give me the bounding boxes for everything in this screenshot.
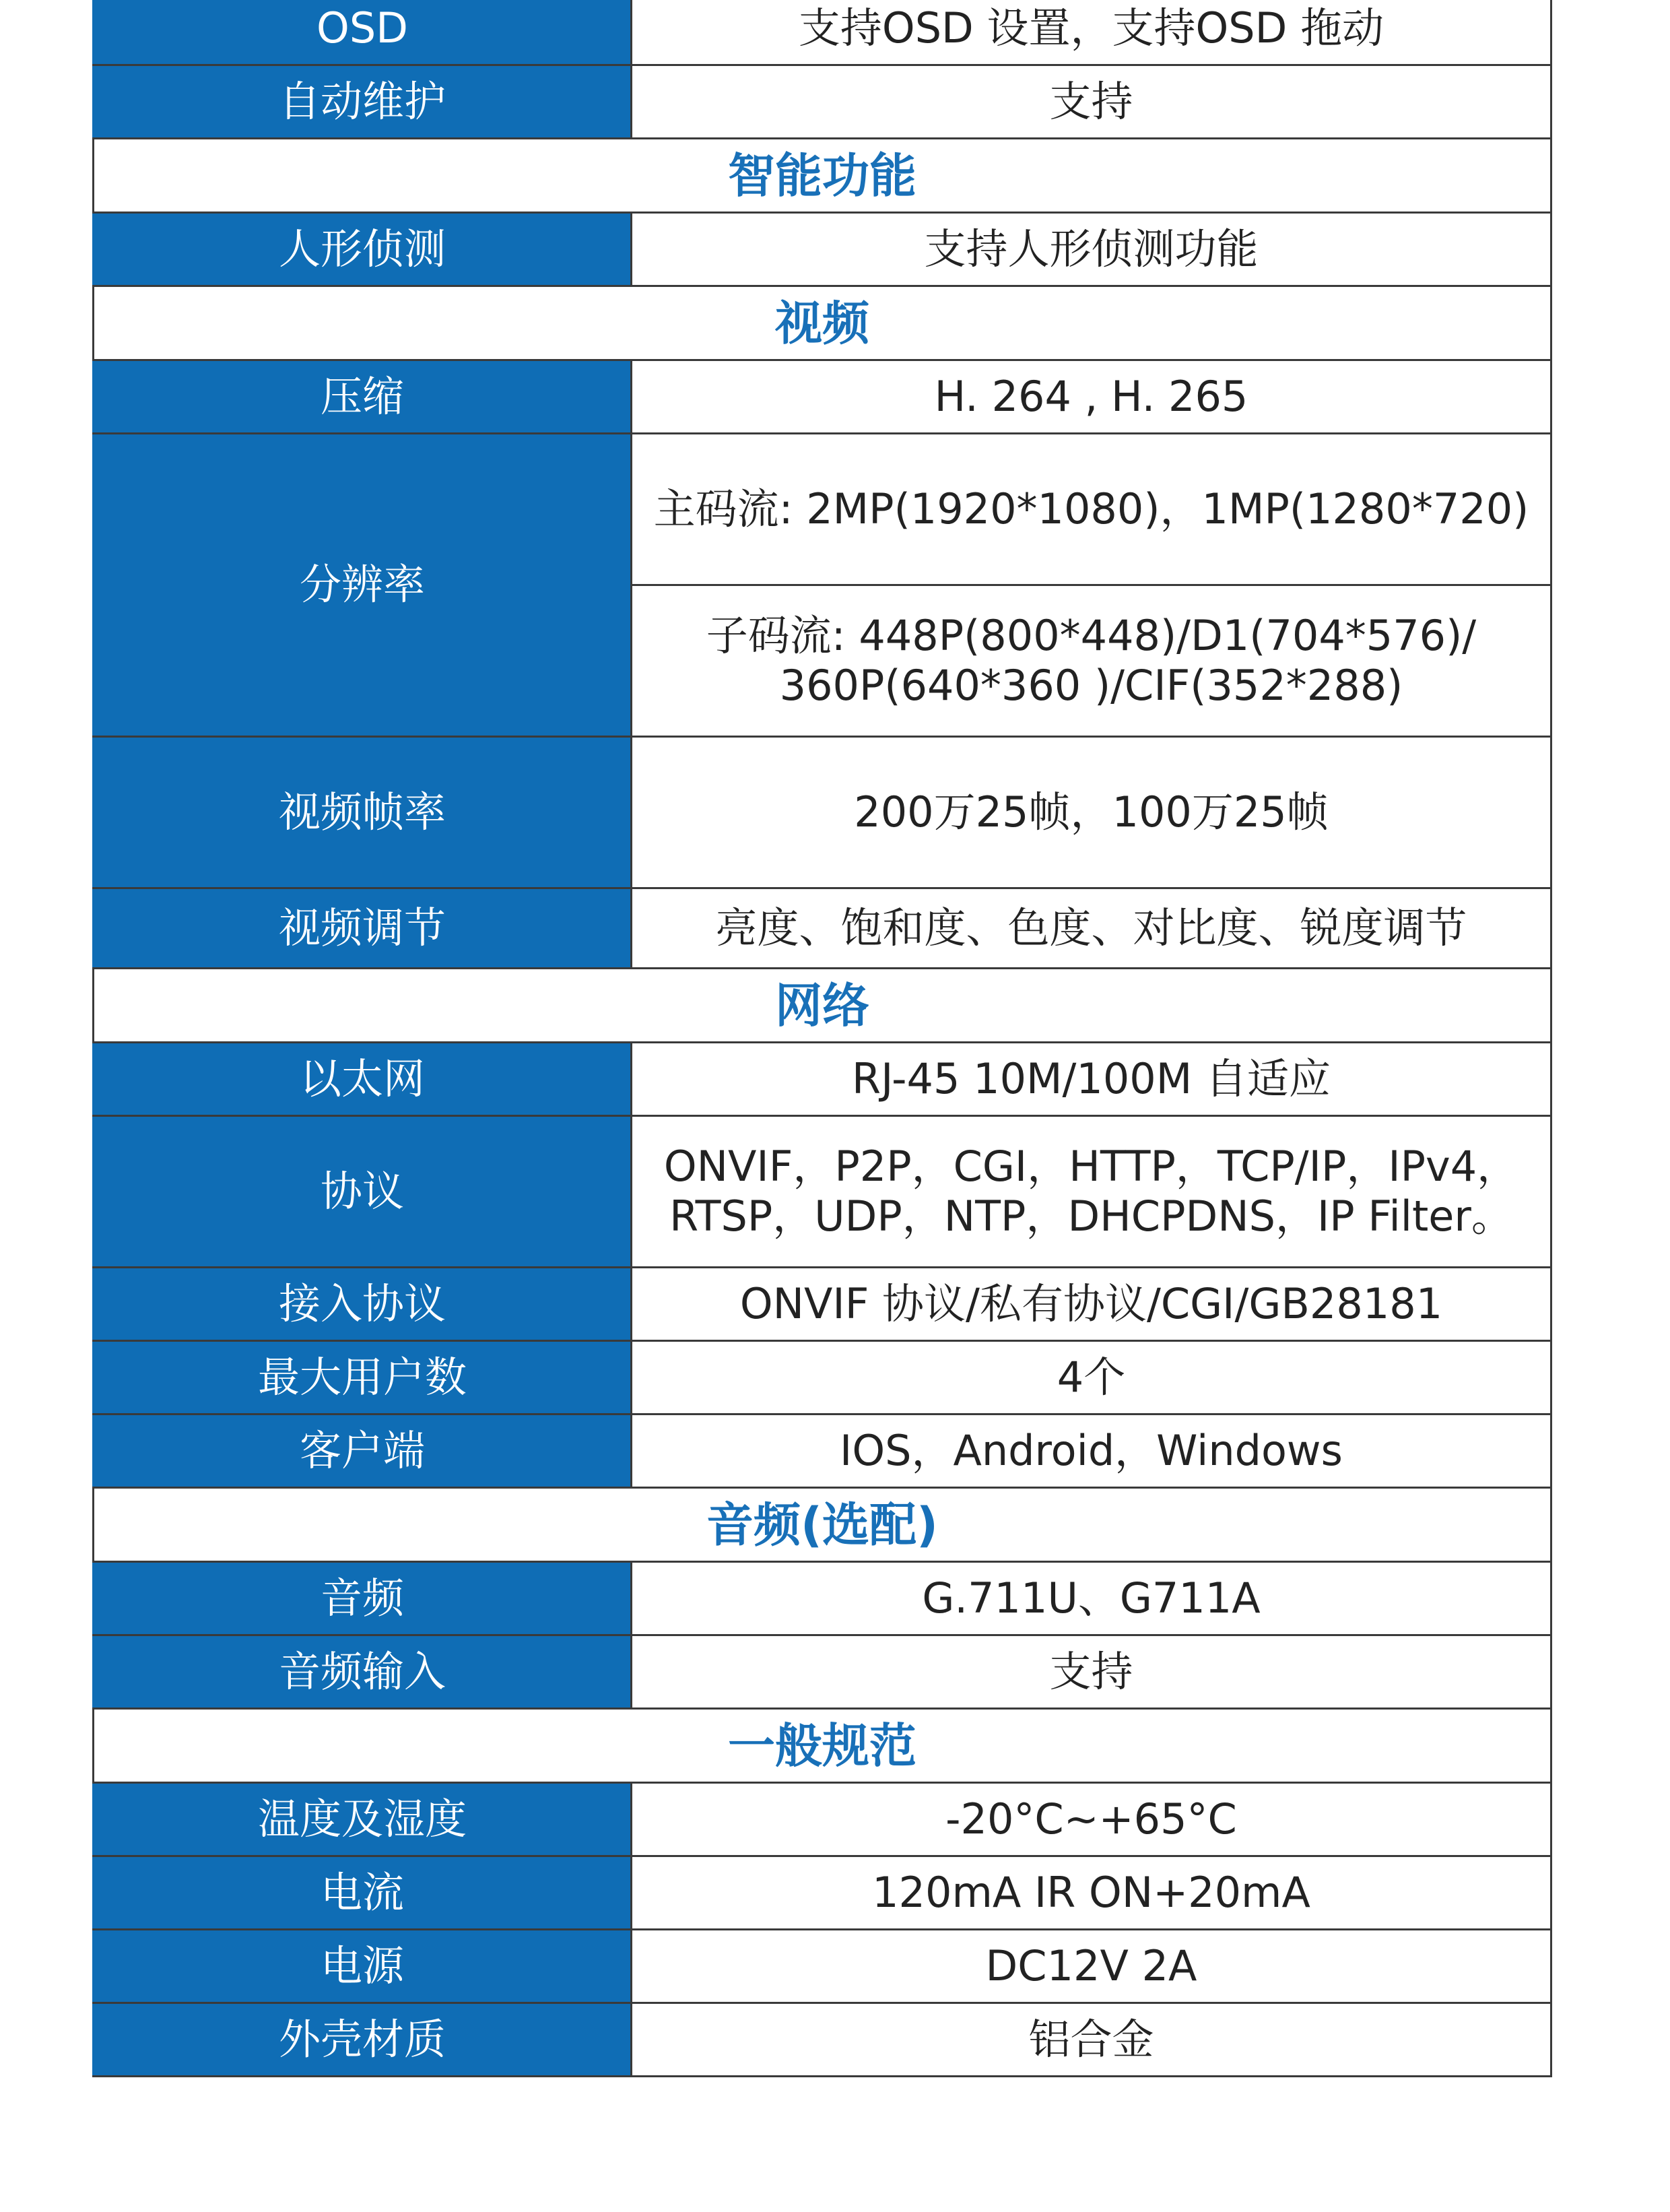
spec-value-line: 子码流: 448P(800*448)/D1(704*576)/ xyxy=(706,610,1477,660)
spec-value: 亮度、饱和度、色度、对比度、锐度调节 xyxy=(632,888,1551,969)
spec-label: 自动维护 xyxy=(94,65,632,139)
spec-value: RJ-45 10M/100M 自适应 xyxy=(632,1043,1551,1116)
spec-row-human-detection xyxy=(94,213,1551,286)
spec-value: G.711U、G711A xyxy=(632,1562,1551,1635)
spec-row-max-users xyxy=(94,1341,1551,1414)
section-general xyxy=(94,1709,1551,1783)
spec-value: 铝合金 xyxy=(632,2003,1551,2077)
spec-label: 分辨率 xyxy=(94,434,632,737)
spec-row-osd xyxy=(94,0,1551,65)
spec-label: 温度及湿度 xyxy=(94,1783,632,1856)
spec-label: 音频 xyxy=(94,1562,632,1635)
spec-label: 人形侦测 xyxy=(94,213,632,286)
spec-value: 支持人形侦测功能 xyxy=(632,213,1551,286)
spec-row-compression xyxy=(94,360,1551,434)
spec-value-line: 360P(640*360 )/CIF(352*288) xyxy=(779,661,1403,710)
spec-value-line: ONVIF，P2P，CGI，HTTP，TCP/IP，IPv4， xyxy=(663,1141,1519,1191)
spec-label: 接入协议 xyxy=(94,1268,632,1341)
section-heading: 视频 xyxy=(94,286,1551,360)
spec-value: DC12V 2A xyxy=(632,1930,1551,2003)
section-heading: 音频(选配) xyxy=(94,1488,1551,1562)
spec-row-video-adjust xyxy=(94,888,1551,969)
spec-label: 客户端 xyxy=(94,1414,632,1488)
spec-value: 支持 xyxy=(632,65,1551,139)
section-heading: 一般规范 xyxy=(94,1709,1551,1783)
spec-row-current xyxy=(94,1856,1551,1930)
spec-table xyxy=(92,0,1552,2077)
spec-label: 电流 xyxy=(94,1856,632,1930)
spec-value-line: RTSP，UDP，NTP，DHCPDNS，IP Filter。 xyxy=(669,1192,1513,1241)
spec-value: H. 264 , H. 265 xyxy=(632,360,1551,434)
spec-value: 支持 xyxy=(632,1635,1551,1709)
section-video xyxy=(94,286,1551,360)
spec-row-power xyxy=(94,1930,1551,2003)
spec-row-auto-maintenance xyxy=(94,65,1551,139)
spec-label: 压缩 xyxy=(94,360,632,434)
spec-row-temperature xyxy=(94,1783,1551,1856)
spec-label: 最大用户数 xyxy=(94,1341,632,1414)
spec-value xyxy=(632,1116,1551,1268)
spec-value: -20°C~+65°C xyxy=(632,1783,1551,1856)
spec-label: 外壳材质 xyxy=(94,2003,632,2077)
spec-value-sub-stream xyxy=(632,585,1551,737)
spec-row-resolution-main xyxy=(94,434,1551,585)
spec-label: 以太网 xyxy=(94,1043,632,1116)
spec-value: 200万25帧，100万25帧 xyxy=(632,737,1551,888)
spec-row-housing xyxy=(94,2003,1551,2077)
spec-label: 视频帧率 xyxy=(94,737,632,888)
spec-row-client xyxy=(94,1414,1551,1488)
section-heading: 网络 xyxy=(94,969,1551,1043)
spec-label: 协议 xyxy=(94,1116,632,1268)
spec-value: 120mA IR ON+20mA xyxy=(632,1856,1551,1930)
spec-label: 电源 xyxy=(94,1930,632,2003)
section-heading: 智能功能 xyxy=(94,139,1551,213)
section-network xyxy=(94,969,1551,1043)
spec-label: OSD xyxy=(94,0,632,65)
spec-row-ethernet xyxy=(94,1043,1551,1116)
spec-value: ONVIF 协议/私有协议/CGI/GB28181 xyxy=(632,1268,1551,1341)
section-audio xyxy=(94,1488,1551,1562)
spec-label: 音频输入 xyxy=(94,1635,632,1709)
spec-value: 支持OSD 设置，支持OSD 拖动 xyxy=(632,0,1551,65)
section-smart-functions xyxy=(94,139,1551,213)
spec-label: 视频调节 xyxy=(94,888,632,969)
spec-row-access-protocol xyxy=(94,1268,1551,1341)
spec-row-audio-input xyxy=(94,1635,1551,1709)
spec-value: 4个 xyxy=(632,1341,1551,1414)
spec-row-frame-rate xyxy=(94,737,1551,888)
spec-value-main-stream: 主码流: 2MP(1920*1080)，1MP(1280*720) xyxy=(632,434,1551,585)
spec-row-audio xyxy=(94,1562,1551,1635)
spec-value: IOS，Android，Windows xyxy=(632,1414,1551,1488)
spec-row-protocols xyxy=(94,1116,1551,1268)
